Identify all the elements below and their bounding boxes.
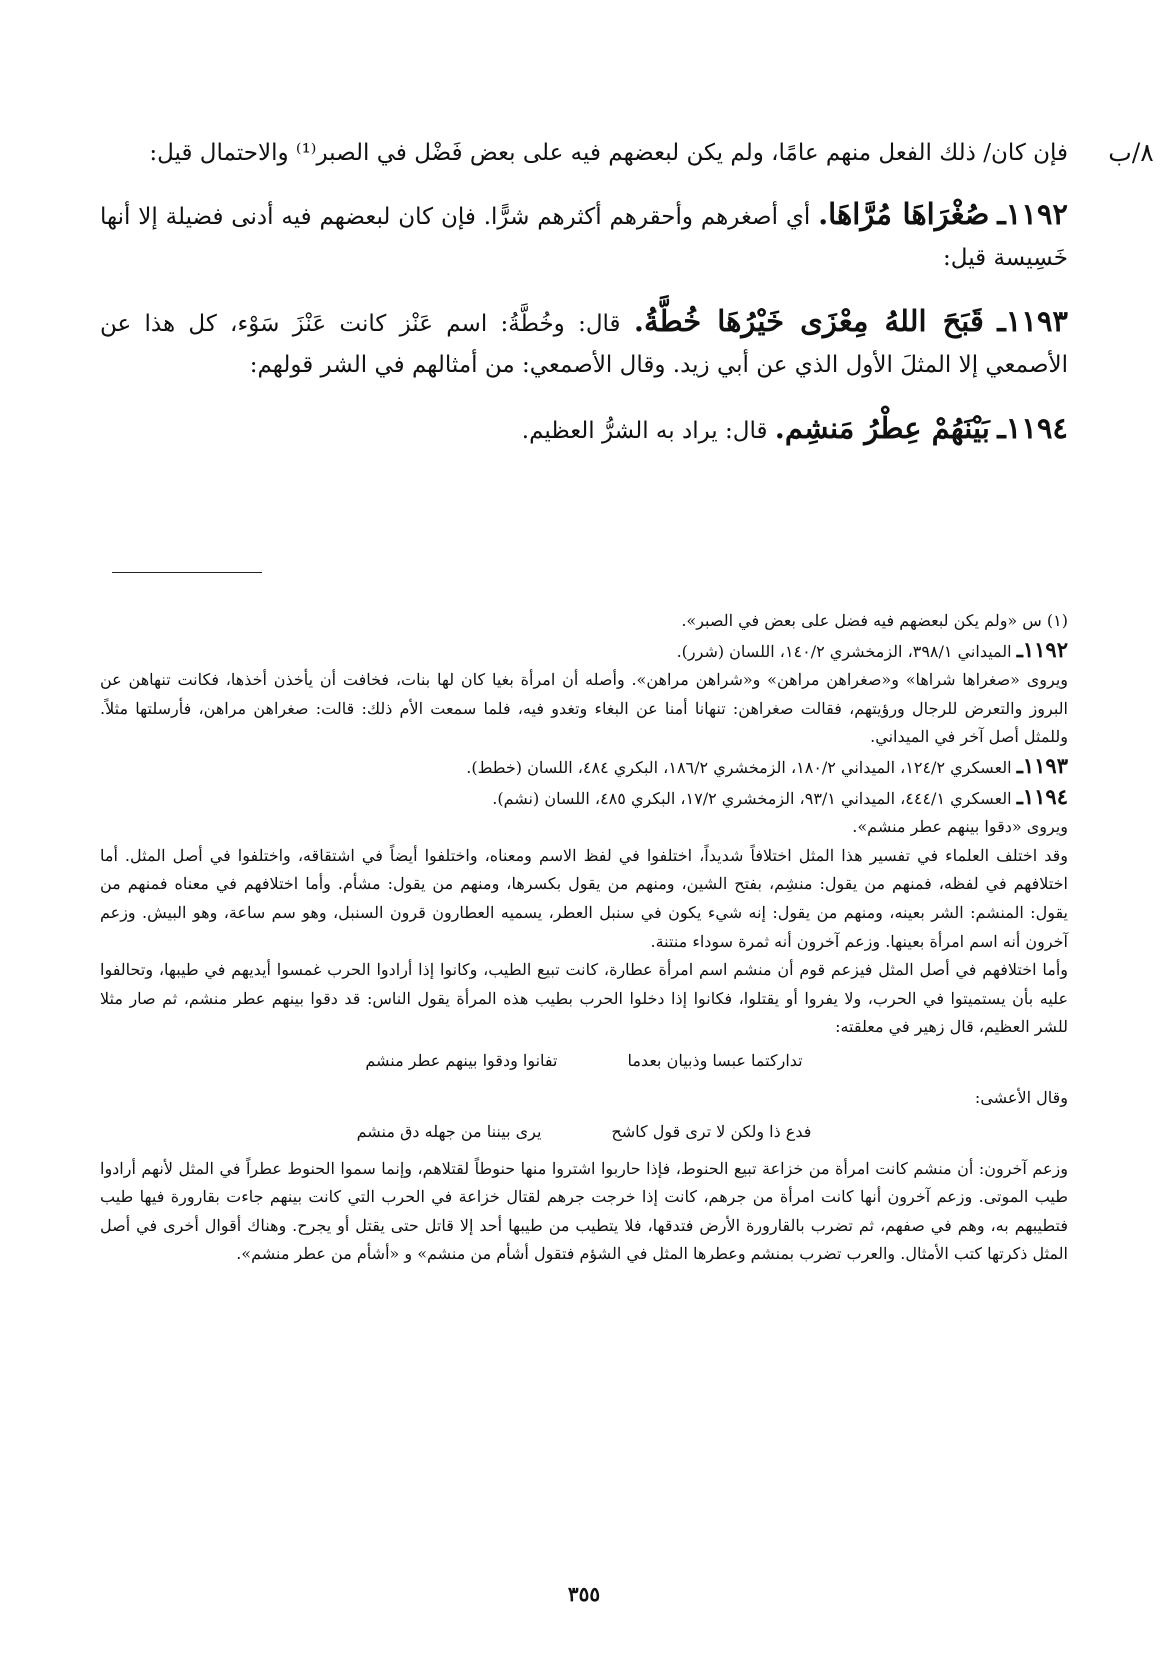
note-1194-variant: ويروى «دقوا بينهم عطر منشم».	[852, 817, 1068, 837]
verse-first-hemistich: تداركتما عبسا وذبيان بعدما	[627, 1050, 803, 1070]
footnote-1: (١) س «ولم يكن لبعضهم فيه فضل على بعض في الصبر».	[681, 611, 1068, 630]
note-number: ١١٩٤ـ	[1016, 783, 1068, 809]
proverb-entry-1192	[100, 194, 1068, 279]
verse-first-hemistich: فدع ذا ولكن لا ترى قول كاشح	[611, 1121, 812, 1141]
note-sources: العسكري ١٢٤/٢، الميداني ١٨٠/٢، الزمخشري ١٨٦/٢، البكري ٤٨٤، اللسان (خطط).	[466, 757, 1012, 777]
poem-verse-asha	[100, 1116, 1068, 1148]
verse-second-hemistich: يرى بيننا من جهله دق منشم	[356, 1121, 542, 1141]
note-number: ١١٩٣ـ	[1016, 752, 1068, 778]
page-number: ٣٥٥	[567, 1582, 601, 1606]
note-number: ١١٩٢ـ	[1016, 636, 1068, 662]
manuscript-folio-note: ٨/ب	[1108, 138, 1154, 167]
proverb-entry-1194	[100, 408, 1068, 452]
footnote-separator	[112, 572, 262, 573]
intro-paragraph: فإن كان/ ذلك الفعل منهم عامًا، ولم يكن لبعضهم فيه على بعض فَضْل في الصبر⁽¹⁾ والاحتمال قيل:	[149, 140, 1068, 166]
entry-number: ١١٩٤ـ	[997, 411, 1068, 445]
verse-second-hemistich: تفانوا ودقوا بينهم عطر منشم	[365, 1050, 558, 1070]
note-1192-text: ويروى «صغراها شراها» و«صغراهن مراهن» و«شراهن مراهن». وأصله أن امرأة بغيا كان لها بنات، فخافت أن يأخذن أخذها، فكانت تنهاهن عن البروز والتعرض للرجال ورؤيتهم، فقالت صغراهن: تنهانا أمنا عن البغاء وتغدو فيه، فلما سمعت الأم ذلك: قالت: صغراهن مراهن، فأرسلتها مثلاً. وللمثل أصل آخر في الميداني.	[100, 670, 1068, 747]
proverb-explanation: قال: وخُطَّةُ: اسم عَنْز كانت عَنْزَ سَوْء، كل هذا عن الأصمعي إلا المثلَ الأول الذي عن أبي زيد. وقال الأصمعي: من أمثالهم في الشر قولهم:	[100, 311, 1068, 378]
note-1194-paragraph-1: وقد اختلف العلماء في تفسير هذا المثل اختلافاً شديداً، اختلفوا في لفظ الاسم ومعناه، واختلفوا أيضاً في اشتقاقه، واختلفوا في أصل المثل. أما اختلافهم في لفظه، فمنهم من يقول: منشِم، بفتح الشين، ومنهم من يقول بكسرها، ومنهم من يقول: مشأم. وأما اختلافهم في معناه فمنهم من يقول: المنشم: الشر بعينه، ومنهم من يقول: إنه شيء يكون في سنبل العطر، يسميه العطارون قرون السنبل، وهو سم ساعة، وهو البيش. وزعم آخرون أنه اسم امرأة بعينها. وزعم آخرون أنه ثمرة سوداء منتنة.	[100, 845, 1069, 951]
note-1194-paragraph-3: وزعم آخرون: أن منشم كانت امرأة من خزاعة تبيع الحنوط، فإذا حاربوا اشتروا منها حنوطاً لقتلاهم، وإنما سموا الحنوط عطراً في المثل لأنهم أرادوا طيب الموتى. وزعم آخرون أنها كانت امرأة من جرهم، كانت إذا خرجت جرهم لقتال خزاعة في الحرب التي كانت بينهم جاءت بقارورة فيها طيب فتطيبهم به، وهم في صفهم، ثم تضرب بالقارورة الأرض فتدقها، فلا يتطيب من طيبها أحد إلا قاتل حتى يقتل أو يجرح. وهناك أقوال أخرى في أصل المثل ذكرتها كتب الأمثال. والعرب تضرب بمنشم وعطرها المثل في الشؤم فتقول أشأم من منشم» و «أشأم من عطر منشم».	[100, 1158, 1068, 1264]
main-text	[100, 134, 1068, 452]
proverb-text: قَبَحَ اللهُ مِعْزَى خَيْرُهَا خُطَّةُ.	[633, 304, 984, 338]
proverb-explanation: أي أصغرهم وأحقرهم أكثرهم شرًّا. فإن كان لبعضهم فيه أدنى فضيلة إلا أنها خَسِيسة قيل:	[100, 204, 1068, 271]
proverb-text: بَيْنَهُمْ عِطْرُ مَنشِم.	[774, 411, 990, 445]
note-1193-reference	[100, 752, 1068, 783]
entry-number: ١١٩٣ـ	[997, 304, 1069, 338]
note-1192-reference	[100, 636, 1068, 667]
note-sources: الميداني ٣٩٨/١، الزمخشري ١٤٠/٢، اللسان (شرر).	[676, 641, 1012, 661]
note-1194-reference	[100, 783, 1068, 814]
proverb-entry-1193	[100, 301, 1068, 386]
proverb-explanation: قال: يراد به الشرُّ العظيم.	[521, 418, 768, 444]
poem-verse-zuhair	[100, 1045, 1068, 1077]
proverb-text: صُغْرَاهَا مُرَّاهَا.	[818, 197, 990, 231]
note-1194-poet-intro: وقال الأعشى:	[974, 1087, 1068, 1107]
note-sources: العسكري ٤٤٤/١، الميداني ٩٣/١، الزمخشري ١٧/٢، البكري ٤٨٥، اللسان (نشم).	[492, 788, 1012, 808]
note-1194-paragraph-2: وأما اختلافهم في أصل المثل فيزعم قوم أن منشم اسم امرأة عطارة، كانت تبيع الطيب، وكانوا إذا أرادوا الحرب غمسوا أيديهم في طيبها، وتحالفوا عليه بأن يستميتوا في الحرب، ولا يفروا أو يقتلوا، فكانوا إذا دخلوا الحرب بطيب هذه المرأة يقول الناس: قد دقوا بينهم عطر منشم، ثم صار مثلا للشر العظيم، قال زهير في معلقته:	[100, 960, 1068, 1037]
footnotes	[100, 607, 1068, 1269]
entry-number: ١١٩٢ـ	[997, 197, 1069, 231]
